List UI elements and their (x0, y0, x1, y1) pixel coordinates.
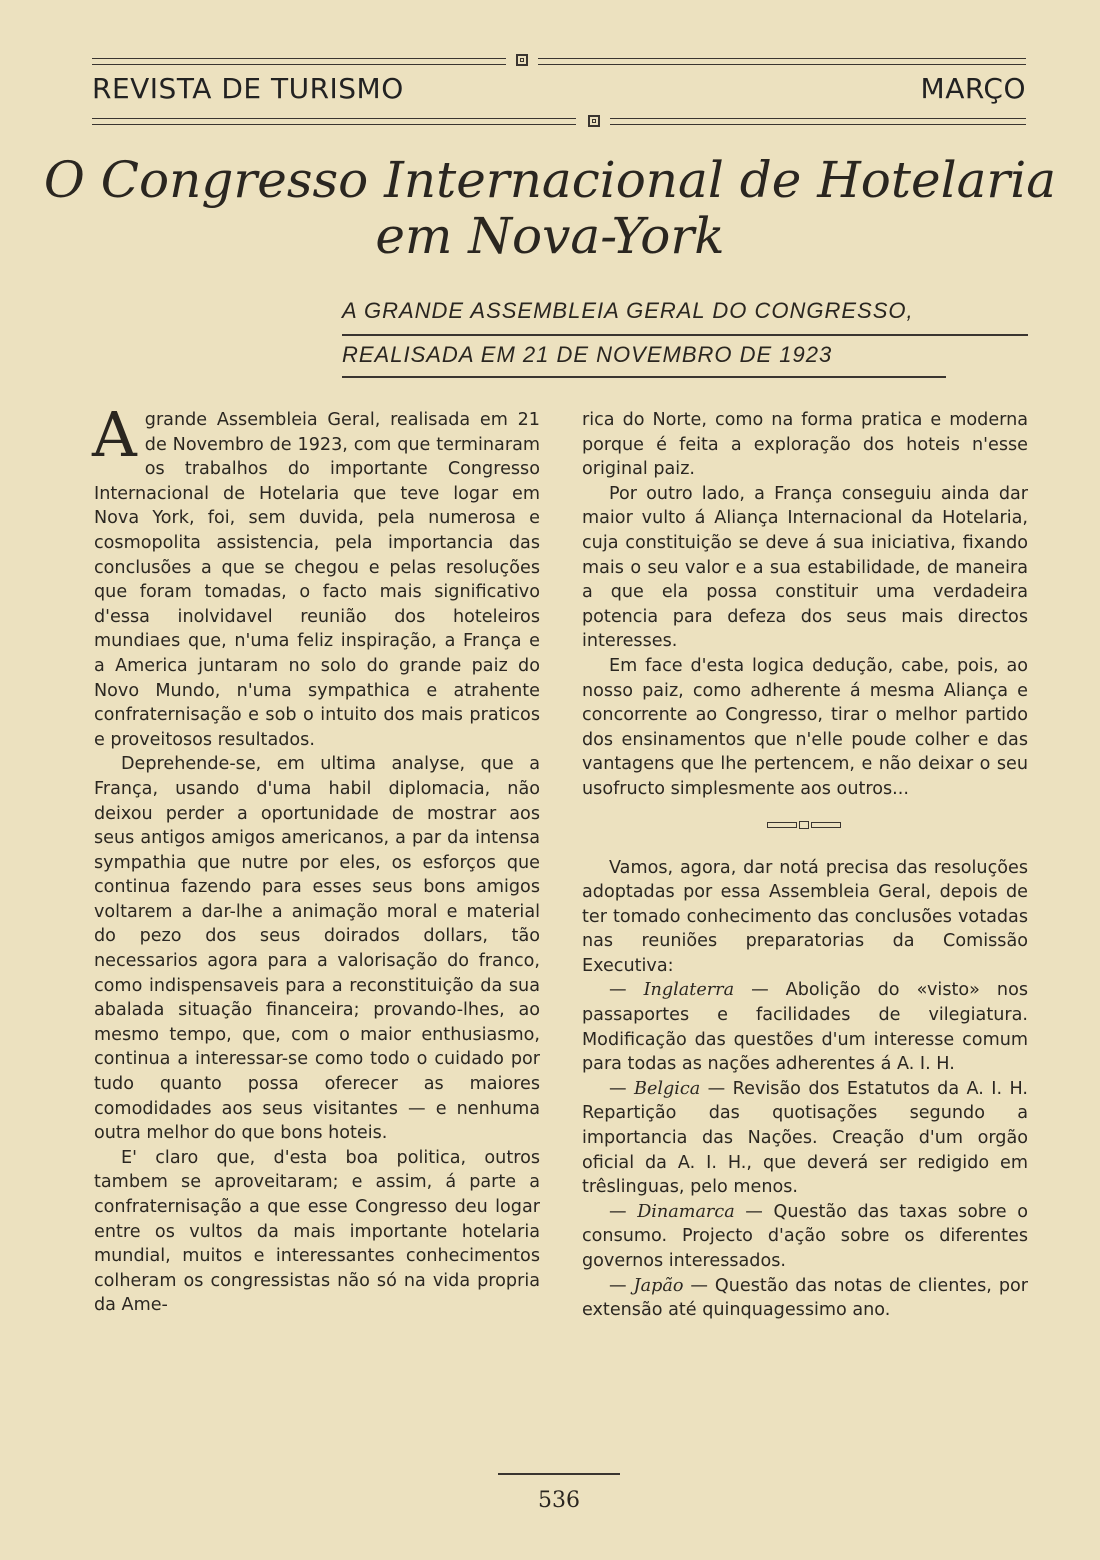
paragraph-2: Deprehende-se, em ultima analyse, que a França, usando d'uma habil diplomacia, não deixou perder a oportunidade de mostrar aos seus antigos amigos americanos, a par da intensa sympathia que nutre por eles, os esforços que continua fazendo para esses seus bons amigos voltarem a dar-lhe a animação moral e material do pezo dos seus doirados dollars, tão necessarios agora para a valorisação do franco, como indispensaveis para a reconstituição da sua abalada situação financeira; provando-lhes, ao mesmo tempo, que, com o maior enthusiasmo, continua a interessar-se como todo o cuidado por tudo quanto possa oferecer as maiores comodidades aos seus visitantes — e nenhuma outra melhor do que bons hoteis. (94, 754, 540, 1144)
right-paragraph-4: Vamos, agora, dar notá precisa das resoluções adoptadas por essa Assembleia Geral, depois de ter tomado conhecimento das conclusões votadas nas reuniões preparatorias da Comissão Executiva: (582, 857, 1028, 976)
issue-month: MARÇO (920, 72, 1026, 105)
resolution-item: — Belgica — Revisão dos Estatutos da A. I. H. Repartição das quotisações segundo a importancia das Nações. Creação d'um orgão oficial da A. I. H., que deverá ser redigido em trêslinguas, pelo menos. (582, 1078, 1029, 1198)
drop-cap: A (92, 398, 137, 471)
article-title-line1: O Congresso Internacional de Hotelaria (43, 151, 1057, 209)
article-subtitle-line2: REALISADA EM 21 DE NOVEMBRO DE 1923 (342, 342, 833, 367)
left-column (92, 398, 540, 1318)
right-paragraph-1: rica do Norte, como na forma pratica e moderna porque é feita a exploração dos hoteis n'esse original paiz. (582, 410, 1028, 480)
resolution-item: — Dinamarca — Questão das taxas sobre o consumo. Projecto d'ação sobre os diferentes governos interessados. (582, 1201, 1028, 1271)
header-top-rule-left (92, 58, 506, 65)
subtitle-rule (342, 334, 1028, 336)
country-name: Japão (633, 1275, 684, 1296)
section-separator-ornament (767, 820, 843, 830)
right-column (582, 408, 1028, 1323)
page-number: 536 (538, 1488, 580, 1513)
publication-name: REVISTA DE TURISMO (92, 72, 404, 105)
header-ornament-bottom (588, 115, 600, 127)
footer-rule (498, 1473, 620, 1475)
article-title-line2: em Nova-York (375, 207, 725, 265)
right-paragraph-2: Por outro lado, a França conseguiu ainda dar maior vulto á Aliança Internacional da Hotelaria, cuja constituição se deve á sua iniciativa, fixando mais o seu valor e a sua estabilidade, de maneira a que ela possa constituir uma verdadeira potencia para defeza dos seus mais directos interesses. (582, 483, 1028, 652)
header-ornament-top (516, 54, 528, 66)
header-top-rule-right (538, 58, 1026, 65)
resolution-item: — Inglaterra — Abolição do «visto» nos passaportes e facilidades de vilegiatura. Modificação das questões d'um interesse comum para todas as nações adherentes á A. I. H. (582, 980, 1028, 1075)
paragraph-3: E' claro que, d'esta boa politica, outros tambem se aproveitaram; e assim, á parte a confraternisação a que esse Congresso deu logar entre os vultos da mais importante hotelaria mundial, muitos e interessantes conhecimentos colheram os congressistas não só na vida propria da Ame- (94, 1147, 540, 1316)
country-name: Belgica (634, 1078, 701, 1099)
header-bottom-rule-right (610, 118, 1026, 125)
paragraph-1 (92, 398, 540, 752)
article-subtitle-line1: A GRANDE ASSEMBLEIA GERAL DO CONGRESSO, (342, 298, 914, 323)
subtitle-underline (342, 376, 946, 378)
resolution-item: — Japão — Questão das notas de clientes, por extensão até quinquagessimo ano. (582, 1275, 1028, 1321)
country-name: Dinamarca (637, 1201, 735, 1222)
header-bottom-rule-left (92, 118, 576, 125)
paragraph-1-text: grande Assembleia Geral, realisada em 21 de Novembro de 1923, com que terminaram os trabalhos do importante Congresso Internacional de Hotelaria que teve logar em Nova York, foi, sem duvida, pela numerosa e cosmopolita assistencia, pela importancia das conclusões a que se chegou e pelas resoluções que foram tomadas, o facto mais significativo d'essa inolvidavel reunião dos hoteleiros mundiaes que, n'uma feliz inspiração, a França e a America juntaram no solo do grande paiz do Novo Mundo, n'uma sympathica e atrahente confraternisação e sob o intuito dos mais praticos e proveitosos resultados. (94, 410, 540, 750)
right-paragraph-3: Em face d'esta logica dedução, cabe, pois, ao nosso paiz, como adherente á mesma Aliança e concorrente ao Congresso, tirar o melhor partido dos ensinamentos que n'elle poude colher e das vantagens que lhe pertencem, e não deixar o seu usofructo simplesmente aos outros... (582, 655, 1028, 799)
country-name: Inglaterra (643, 980, 735, 1001)
